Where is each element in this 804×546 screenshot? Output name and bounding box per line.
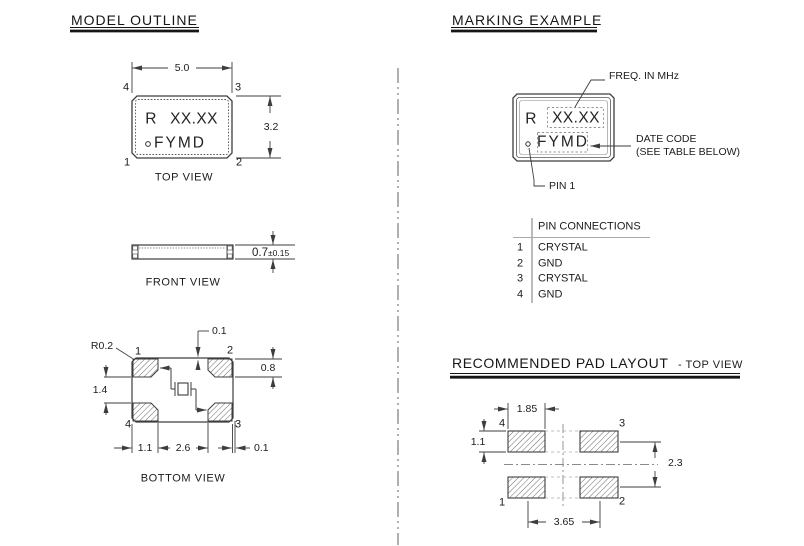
pad-layout-drawing	[479, 403, 661, 528]
dim-thickness	[252, 244, 289, 260]
top-view-pin-4: 4	[122, 81, 130, 94]
datecode-callout-line1: DATE CODE	[636, 132, 697, 145]
dim-pad-span: 2.6	[175, 441, 191, 454]
dim-pad-height: 0.8	[260, 361, 276, 374]
bottom-view-pin-1: 1	[134, 345, 142, 358]
pin-connection-2: GND	[538, 257, 563, 269]
bottom-view-pin-3: 3	[234, 418, 242, 431]
pad-2	[208, 359, 232, 377]
dim-corner-radius: R0.2	[90, 339, 114, 352]
bottom-view-label: BOTTOM VIEW	[140, 472, 226, 485]
top-view-marking-freq: XX.XX	[170, 110, 218, 128]
dim-pad-width: 1.1	[137, 441, 153, 454]
dim-side-offset: 0.1	[254, 441, 269, 454]
pin-number-3: 3	[516, 272, 524, 285]
dim-layout-v-pitch: 2.3	[668, 456, 683, 469]
pin-number-1: 1	[516, 241, 524, 254]
dim-layout-h-pitch: 3.65	[553, 515, 575, 528]
layout-pin-3: 3	[618, 417, 626, 430]
top-view-pin-1: 1	[123, 156, 131, 169]
dim-bottom-top-offset: 0.1	[212, 324, 227, 337]
pad-1	[133, 359, 158, 377]
freq-callout-label: FREQ. IN MHz	[609, 69, 679, 82]
layout-pin-2: 2	[618, 495, 626, 508]
pad-3	[580, 431, 618, 452]
top-view-pin-3: 3	[234, 81, 242, 94]
top-view-marking-datecode: FYMD	[154, 134, 206, 152]
pad-layout-title	[452, 356, 743, 372]
marking-datecode: FYMD	[537, 133, 589, 151]
pin-connection-4: GND	[538, 288, 563, 300]
pin1-indicator-dot	[526, 142, 530, 146]
pad-layout-title-suffix: - TOP VIEW	[677, 359, 743, 371]
pin1-callout-label: PIN 1	[549, 179, 576, 192]
top-view-pin-2: 2	[235, 156, 243, 169]
marking-freq: XX.XX	[552, 109, 600, 127]
bottom-view-pin-4: 4	[124, 418, 132, 431]
top-view-label: TOP VIEW	[154, 171, 214, 184]
layout-pin-4: 4	[498, 417, 506, 430]
pin-connections-header: PIN CONNECTIONS	[538, 220, 641, 233]
pad-layout-title-main: RECOMMENDED PAD LAYOUT	[452, 355, 669, 371]
marking-prefix: R	[525, 110, 537, 128]
dim-pad-gap: 1.4	[92, 383, 108, 396]
pad-1	[508, 477, 545, 498]
front-view-label: FRONT VIEW	[145, 276, 221, 289]
dim-layout-pad-height: 1.1	[470, 435, 486, 448]
bottom-view-pin-2: 2	[226, 344, 234, 357]
pad-2	[580, 477, 618, 498]
pad-3	[208, 403, 232, 421]
datecode-callout-line2: (SEE TABLE BELOW)	[636, 145, 741, 158]
marking-example-title: MARKING EXAMPLE	[452, 12, 603, 28]
dim-top-height: 3.2	[263, 120, 279, 133]
pin-connection-1: CRYSTAL	[538, 241, 588, 254]
pin1-indicator-dot	[146, 142, 151, 147]
model-outline-title: MODEL OUTLINE	[71, 12, 198, 28]
bottom-view-drawing	[104, 331, 282, 453]
dim-thickness-tolerance: ±0.15	[268, 248, 290, 258]
top-view-marking-prefix: R	[145, 110, 157, 128]
pin-number-4: 4	[516, 288, 524, 300]
pad-4	[133, 403, 158, 421]
dim-layout-pad-width: 1.85	[516, 402, 538, 415]
pin-number-2: 2	[516, 257, 524, 269]
dim-top-width: 5.0	[174, 61, 190, 74]
pin-connection-3: CRYSTAL	[538, 272, 588, 285]
dim-thickness-value: 0.7	[252, 247, 268, 259]
layout-pin-1: 1	[498, 496, 506, 509]
pad-4	[508, 431, 545, 452]
